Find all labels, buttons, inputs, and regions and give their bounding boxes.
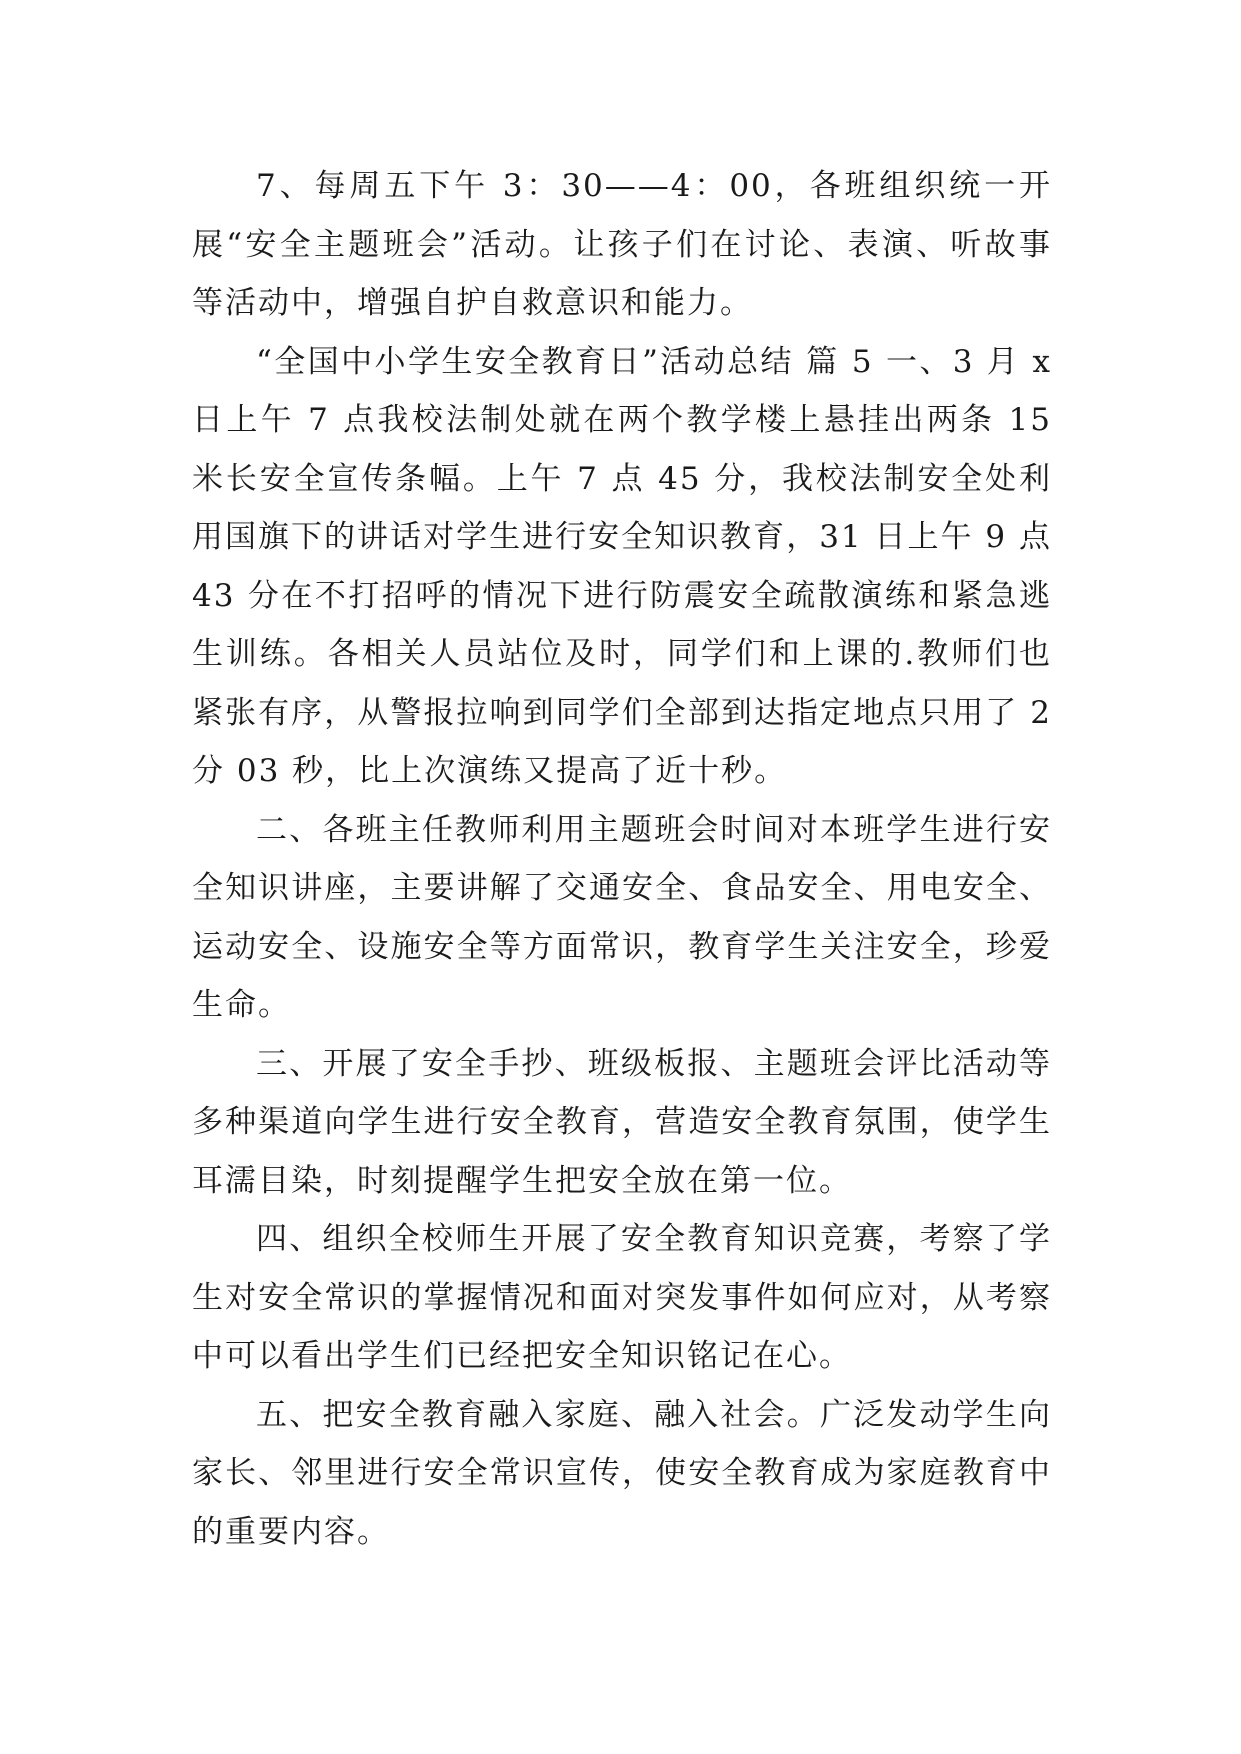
- paragraph-point-3-activities: 三、开展了安全手抄、班级板报、主题班会评比活动等多种渠道向学生进行安全教育，营造安全教育氛围，使学生耳濡目染，时刻提醒学生把安全放在第一位。: [192, 1045, 1052, 1199]
- paragraph-point-5-family: 五、把安全教育融入家庭、融入社会。广泛发动学生向家长、邻里进行安全常识宣传，使安全教育成为家庭教育中的重要内容。: [192, 1396, 1052, 1550]
- paragraph-section-5-intro: “全国中小学生安全教育日”活动总结 篇 5 一、3 月 x 日上午 7 点我校法制处就在两个教学楼上悬挂出两条 15 米长安全宣传条幅。上午 7 点 45 分，我校法制安全处利用国旗下的讲话对学生进行安全知识教育，31 日上午 9 点 43 分在不打招呼的情况下进行防震安全疏散演练和紧急逃生训练。各相关人员站位及时，同学们和上课的.教师们也紧张有序，从警报拉响到同学们全部到达指定地点只用了 2 分 03 秒，比上次演练又提高了近十秒。: [192, 343, 1052, 789]
- paragraph-point-4-competition: 四、组织全校师生开展了安全教育知识竞赛，考察了学生对安全常识的掌握情况和面对突发事件如何应对，从考察中可以看出学生们已经把安全知识铭记在心。: [192, 1221, 1052, 1374]
- paragraph-item-7-class-meeting: 7、每周五下午 3：30——4：00，各班组织统一开展“安全主题班会”活动。让孩子们在讨论、表演、听故事等活动中，增强自护自救意识和能力。: [192, 168, 1052, 321]
- paragraph-point-2-lectures: 二、各班主任教师利用主题班会时间对本班学生进行安全知识讲座，主要讲解了交通安全、食品安全、用电安全、运动安全、设施安全等方面常识，教育学生关注安全，珍爱生命。: [192, 811, 1052, 1023]
- document-body: [192, 157, 1052, 1561]
